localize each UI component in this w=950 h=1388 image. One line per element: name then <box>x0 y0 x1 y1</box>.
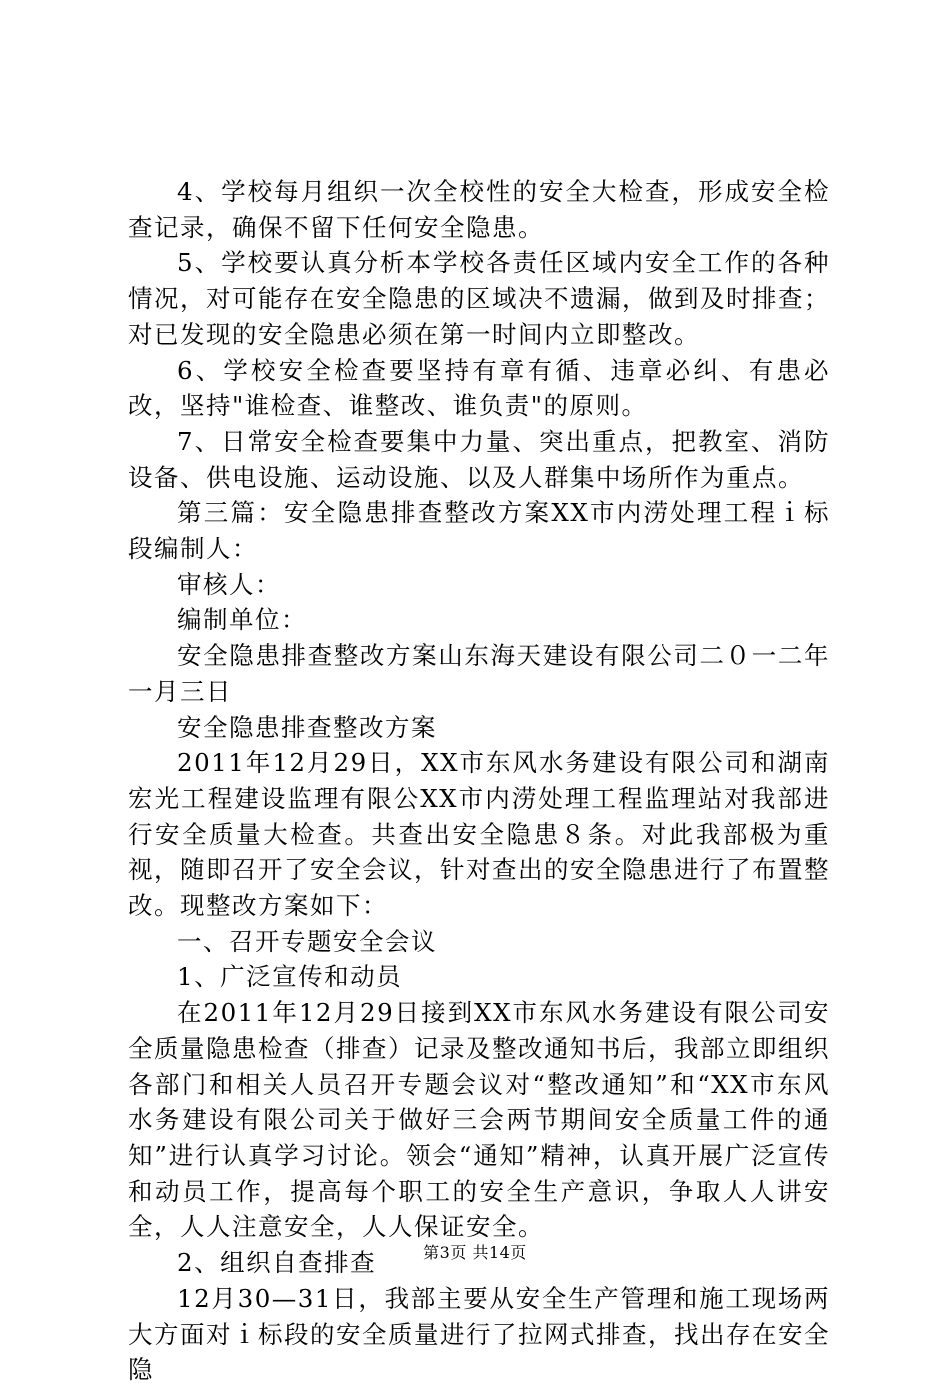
subheading-publicity: 1、广泛宣传和动员 <box>177 962 403 992</box>
reviewer-line: 审核人： <box>177 569 281 599</box>
heading-meeting: 一、召开专题安全会议 <box>177 926 437 956</box>
page-number-footer: 第3页 共14页 <box>423 1243 527 1262</box>
self-inspection-paragraph: 12月30—31日，我部主要从安全生产管理和施工现场两大方面对ｉ标段的安全质量进行了拉网式排查，找出存在安全隐 <box>128 1283 830 1385</box>
paragraph-item-5: 5、学校要认真分析本学校各责任区域内安全工作的各种情况，对可能存在安全隐患的区域决不遗漏，做到及时排查；对已发现的安全隐患必须在第一时间内立即整改。 <box>128 248 830 349</box>
organization-line: 编制单位： <box>177 605 307 635</box>
document-body <box>128 174 830 1388</box>
paragraph-item-7: 7、日常安全检查要集中力量、突出重点，把教室、消防设备、供电设施、运动设施、以及人群集中场所作为重点。 <box>128 426 830 492</box>
paragraph-item-4: 4、学校每月组织一次全校性的安全大检查，形成安全检查记录，确保不留下任何安全隐患。 <box>128 177 830 242</box>
publicity-paragraph: 在2011年12月29日接到XX市东风水务建设有限公司安全质量隐患检查（排查）记录及整改通知书后，我部立即组织各部门和相关人员召开专题会议对“整改通知”和“XX市东风水务建设有限公司关于做好三会两节期间安全质量工件的通知”进行认真学习讨论。领会“通知”精神，认真开展广泛宣传和动员工作，提高每个职工的安全生产意识，争取人人讲安全，人人注意安全，人人保证安全。 <box>128 998 830 1242</box>
intro-paragraph: 2011年12月29日，XX市东风水务建设有限公司和湖南宏光工程建设监理有限公XX市内涝处理工程监理站对我部进行安全质量大检查。共查出安全隐患８条。对此我部极为重视，随即召开了安全会议，针对查出的安全隐患进行了布置整改。现整改方案如下： <box>128 748 830 921</box>
plan-title: 安全隐患排查整改方案 <box>177 712 437 742</box>
subheading-self-inspection: 2、组织自查排查 <box>177 1248 377 1278</box>
section-heading-part-three: 第三篇：安全隐患排查整改方案XX市内涝处理工程ｉ标段编制人： <box>128 498 830 564</box>
paragraph-item-6: 6、学校安全检查要坚持有章有循、违章必纠、有患必改，坚持"谁检查、谁整改、谁负责"的原则。 <box>128 355 830 421</box>
company-date-line: 安全隐患排查整改方案山东海天建设有限公司二０一二年一月三日 <box>128 641 830 706</box>
